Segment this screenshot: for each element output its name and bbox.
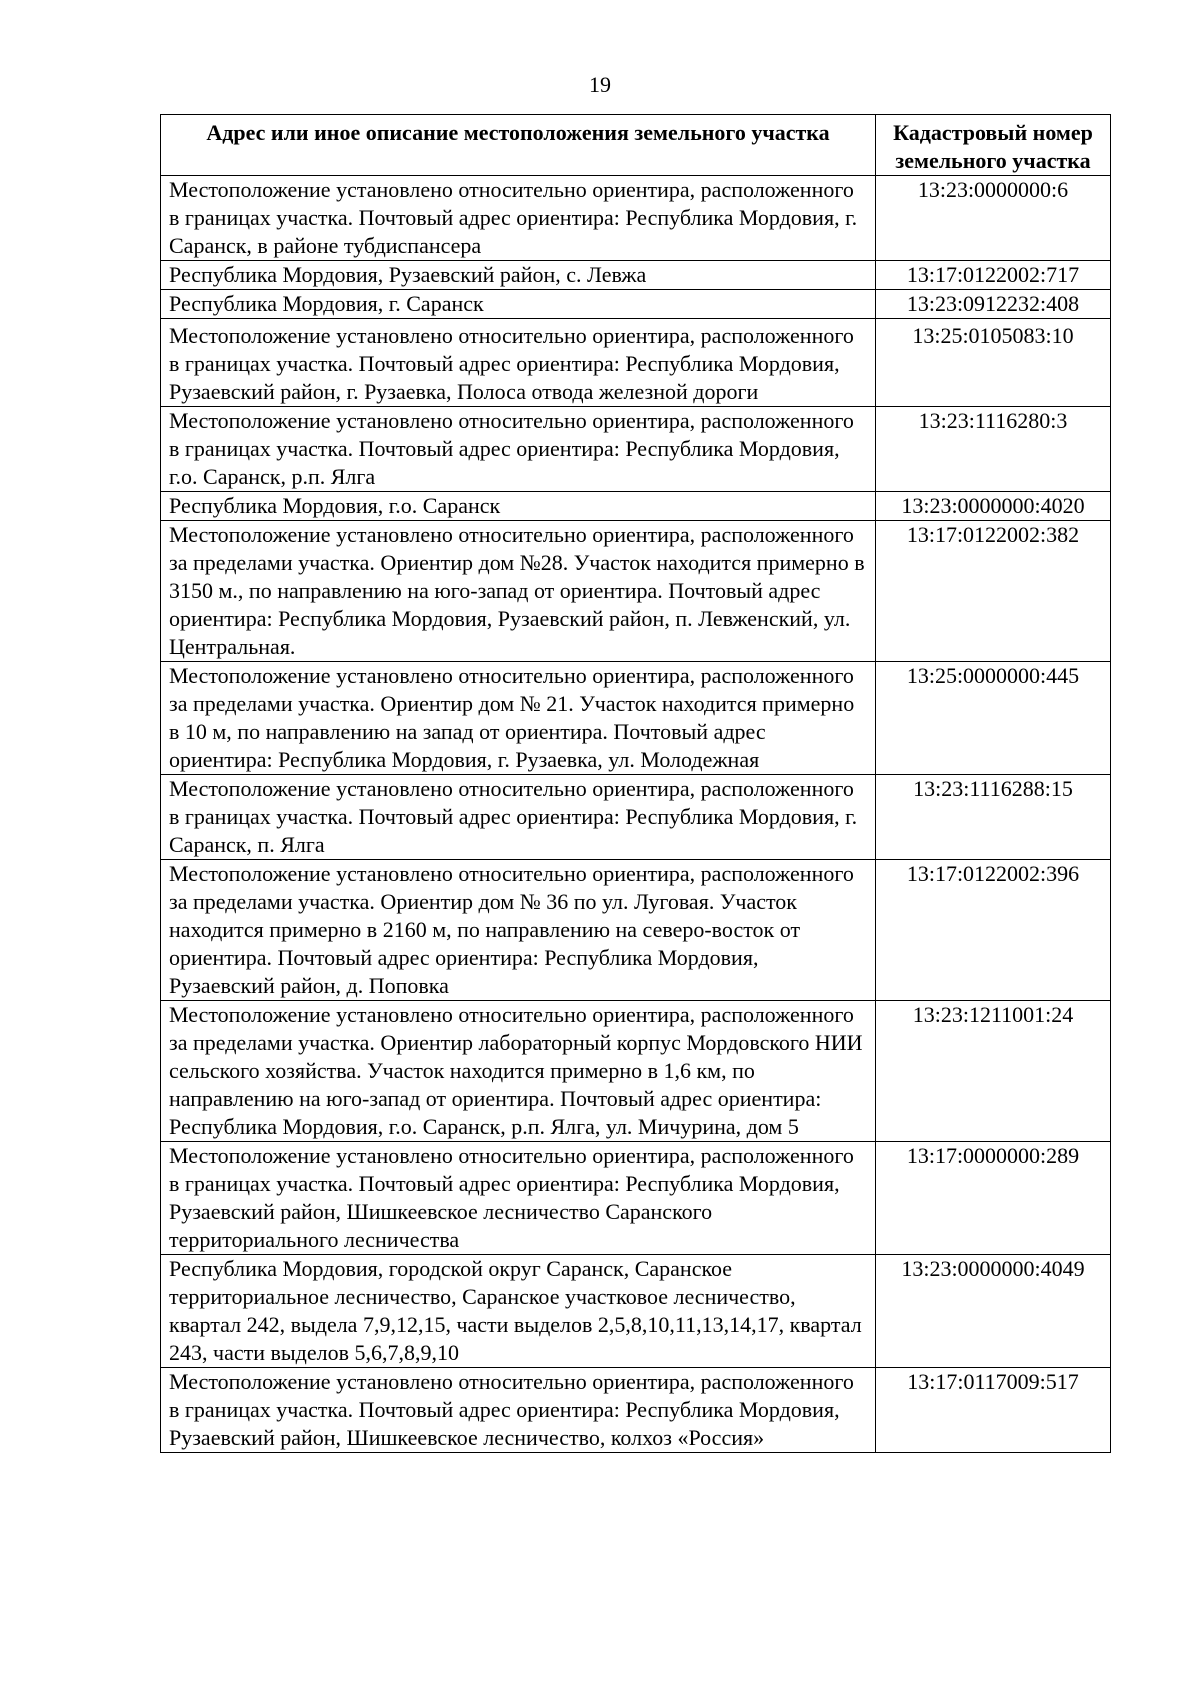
address-cell: Местоположение установлено относительно ориентира, расположенного в границах участка. Почтовый адрес ориентира: Республика Мордовия, Рузаевский район, г. Рузаевка, Полоса отвода железной дороги bbox=[161, 319, 876, 407]
table-row bbox=[161, 860, 1111, 1001]
cadastral-number-cell: 13:17:0122002:382 bbox=[876, 521, 1111, 662]
cadastral-number-cell: 13:23:0000000:4049 bbox=[876, 1255, 1111, 1368]
land-plots-table bbox=[160, 114, 1111, 1453]
cadastral-number-cell: 13:17:0122002:717 bbox=[876, 261, 1111, 290]
table-row bbox=[161, 261, 1111, 290]
cadastral-number-cell: 13:17:0122002:396 bbox=[876, 860, 1111, 1001]
cadastral-number-cell: 13:23:0912232:408 bbox=[876, 290, 1111, 319]
cadastral-number-cell: 13:25:0000000:445 bbox=[876, 662, 1111, 775]
cadastral-number-cell: 13:23:1116288:15 bbox=[876, 775, 1111, 860]
address-cell: Республика Мордовия, Рузаевский район, с. Левжа bbox=[161, 261, 876, 290]
table-row bbox=[161, 1368, 1111, 1453]
table-row bbox=[161, 319, 1111, 407]
cadastral-number-cell: 13:17:0000000:289 bbox=[876, 1142, 1111, 1255]
table-header-row bbox=[161, 115, 1111, 176]
cadastral-number-cell: 13:17:0117009:517 bbox=[876, 1368, 1111, 1453]
table-row bbox=[161, 290, 1111, 319]
address-cell: Местоположение установлено относительно ориентира, расположенного за пределами участка. Ориентир дом № 21. Участок находится примерно в 10 м, по направлению на запад от ориентира. Почтовый адрес ориентира: Республика Мордовия, г. Рузаевка, ул. Молодежная bbox=[161, 662, 876, 775]
table-row bbox=[161, 662, 1111, 775]
address-cell: Республика Мордовия, г. Саранск bbox=[161, 290, 876, 319]
cadastral-number-cell: 13:23:0000000:6 bbox=[876, 176, 1111, 261]
table-row bbox=[161, 407, 1111, 492]
table-row bbox=[161, 1001, 1111, 1142]
cadastral-number-cell: 13:23:1211001:24 bbox=[876, 1001, 1111, 1142]
address-cell: Местоположение установлено относительно ориентира, расположенного за пределами участка. Ориентир лабораторный корпус Мордовского НИИ сельского хозяйства. Участок находится примерно в 1,6 км, по направлению на юго-запад от ориентира. Почтовый адрес ориентира: Республика Мордовия, г.о. Саранск, р.п. Ялга, ул. Мичурина, дом 5 bbox=[161, 1001, 876, 1142]
address-cell: Республика Мордовия, городской округ Саранск, Саранское территориальное лесничество, Саранское участковое лесничество, квартал 242, выдела 7,9,12,15, части выделов 2,5,8,10,11,13,14,17, квартал 243, части выделов 5,6,7,8,9,10 bbox=[161, 1255, 876, 1368]
cadastral-number-cell: 13:25:0105083:10 bbox=[876, 319, 1111, 407]
address-cell: Местоположение установлено относительно ориентира, расположенного в границах участка. Почтовый адрес ориентира: Республика Мордовия, г. Саранск, в районе тубдиспансера bbox=[161, 176, 876, 261]
address-cell: Местоположение установлено относительно ориентира, расположенного за пределами участка. Ориентир дом №28. Участок находится примерно в 3150 м., по направлению на юго-запад от ориентира. Почтовый адрес ориентира: Республика Мордовия, Рузаевский район, п. Левженский, ул. Центральная. bbox=[161, 521, 876, 662]
page-number: 19 bbox=[589, 72, 611, 97]
table-row bbox=[161, 521, 1111, 662]
table-row bbox=[161, 1255, 1111, 1368]
header-address: Адрес или иное описание местоположения земельного участка bbox=[161, 115, 876, 176]
address-cell: Местоположение установлено относительно ориентира, расположенного за пределами участка. Ориентир дом № 36 по ул. Луговая. Участок находится примерно в 2160 м, по направлению на северо-восток от ориентира. Почтовый адрес ориентира: Республика Мордовия, Рузаевский район, д. Поповка bbox=[161, 860, 876, 1001]
table-row bbox=[161, 775, 1111, 860]
header-cadastral-number: Кадастровый номер земельного участка bbox=[876, 115, 1111, 176]
cadastral-number-cell: 13:23:0000000:4020 bbox=[876, 492, 1111, 521]
address-cell: Местоположение установлено относительно ориентира, расположенного в границах участка. Почтовый адрес ориентира: Республика Мордовия, г. Саранск, п. Ялга bbox=[161, 775, 876, 860]
address-cell: Местоположение установлено относительно ориентира, расположенного в границах участка. Почтовый адрес ориентира: Республика Мордовия, г.о. Саранск, р.п. Ялга bbox=[161, 407, 876, 492]
cadastral-number-cell: 13:23:1116280:3 bbox=[876, 407, 1111, 492]
address-cell: Республика Мордовия, г.о. Саранск bbox=[161, 492, 876, 521]
table-row bbox=[161, 176, 1111, 261]
address-cell: Местоположение установлено относительно ориентира, расположенного в границах участка. Почтовый адрес ориентира: Республика Мордовия, Рузаевский район, Шишкеевское лесничество, колхоз «Россия» bbox=[161, 1368, 876, 1453]
table-row bbox=[161, 1142, 1111, 1255]
address-cell: Местоположение установлено относительно ориентира, расположенного в границах участка. Почтовый адрес ориентира: Республика Мордовия, Рузаевский район, Шишкеевское лесничество Саранского территориального лесничества bbox=[161, 1142, 876, 1255]
table-row bbox=[161, 492, 1111, 521]
